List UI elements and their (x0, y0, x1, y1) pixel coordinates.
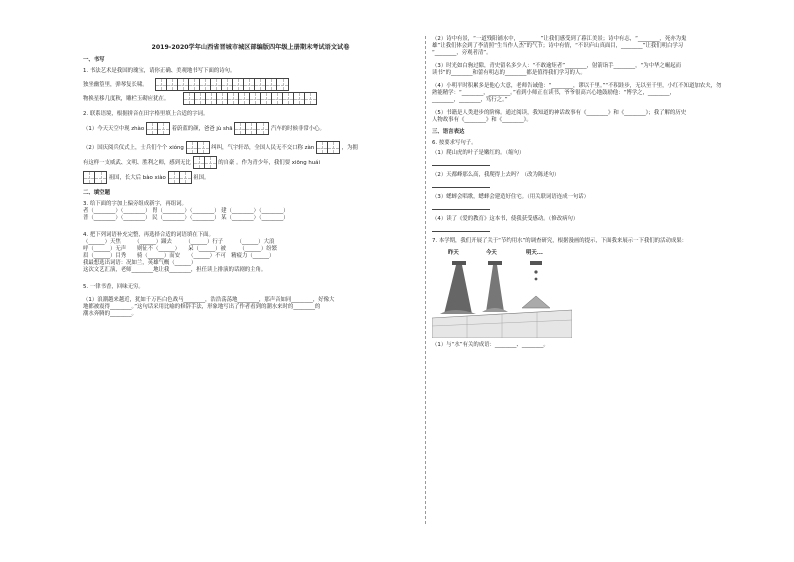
r2-line-2[interactable]: 雄”让我们体会到了李清照“生当作人杰”的气节；诗中有情，“不识庐山真面目，________”让我们明白学习 (432, 43, 684, 49)
q3-row-1[interactable]: 者（________）（________） 胃（________）（________） 建（________）（________） (83, 208, 289, 214)
q5-line-3[interactable]: 潮水奔腾的________。 (83, 311, 137, 317)
question-7: 7. 本学期，我们开展了关于“节约用水”的调查研究，根据漫画的提示，下面我来展示一下我们的活动成果： (432, 238, 688, 244)
q2-line4-a: 祖国，长大后 bào xiào (108, 175, 166, 181)
column-divider (425, 36, 427, 524)
char-grid-jushi[interactable] (234, 122, 269, 135)
right-column (432, 36, 772, 349)
q2-line1-b: 着蔚蓝的颜，爸爸 jù shā (171, 126, 233, 132)
q6-answer-3[interactable] (432, 203, 490, 210)
question-6: 6. 按要求写句子。 (432, 140, 477, 146)
r3-line-2[interactable]: 读书”的________和蕾有明志的________都是值得我们学习的人。 (432, 70, 586, 76)
q2-line1-c: 汽车的时候非常小心。 (271, 126, 325, 132)
q5-line-1[interactable]: （1）浪潮越来越近，犹如千万匹白色战马________，浩浩荡荡地________，那声音如同________，好像大 (83, 297, 335, 303)
q3-row-2[interactable]: 普（________）（________） 民（________）（________） 某（________）（________） (83, 215, 289, 221)
r4-line-3[interactable]: ________，________，笃行之。” (432, 97, 508, 103)
q2-line2-c: ，为拥 (341, 145, 358, 151)
label-tomorrow: 明天... (526, 250, 543, 256)
section-fill: 二、填空题 (83, 190, 110, 196)
label-today: 今天 (486, 250, 497, 256)
r5-line-2[interactable]: 人物故事有《________》和《________》。 (432, 117, 532, 123)
q2-line4-b: 祖国。 (193, 175, 210, 181)
r2-line-3[interactable]: “________，旁观者清”。 (432, 50, 492, 56)
char-grid-baoxiao[interactable] (168, 171, 192, 184)
r3-line-1[interactable]: （3）时光如白驹过隙，青史留名多少人：“不敢逾矩者”________，射箭诣手________，“为中华之崛起而 (432, 63, 681, 69)
q6-item-3: （3）蟋蟀会唱歌，蟋蟀会建造好住宅。（用关联词语连成一句话） (432, 194, 590, 200)
char-grid-zhao[interactable] (146, 122, 170, 135)
left-column (83, 36, 418, 318)
char-grid-zan[interactable] (316, 141, 340, 154)
r5-line-1[interactable]: （5）书籍是人类进步的阶梯。通过阅读，我知道的神话故事有《________》和《________》；我了解的历史 (432, 110, 687, 116)
q2-line1-a: （1）今天天空中现 zhào (83, 126, 145, 132)
q5-line-2[interactable]: 地都被震得________。”这句话采用比喻的修辞手法，形象地写出了作者看到的潮水来时的________的 (83, 304, 321, 310)
q6-item-2: （2）天都峰那么高，我爬得上去吗？（改为陈述句） (432, 172, 560, 178)
question-5: 5. 一律书香，回味无穷。 (83, 284, 144, 290)
q4-row-3[interactable]: 眉（______）目秀 骑（______）而安 （______）不可 精疲力（______） (83, 253, 275, 259)
q4-row-2[interactable]: 呼（______）无声 则征不（______） 呆（______）被 （______）纷繁 (83, 246, 278, 252)
question-2: 2. 联系语境，根据拼音在田字格里填上合适的字词。 (83, 111, 209, 117)
question-4: 4. 把下列词语补充完整，再选择合适的词语填在下面。 (83, 232, 214, 238)
q2-line2-a: （2）国庆阅兵仪式上，士兵们个个 xióng (83, 145, 184, 151)
char-grid-zihao[interactable] (193, 156, 217, 169)
writing-grid-1[interactable] (155, 78, 289, 91)
label-yesterday: 昨天 (448, 250, 459, 256)
q4-row-5[interactable]: 这次文艺汇演，老师________地让我________，担任读上排演的话剧的主角。 (83, 267, 267, 273)
cartoon-drawing (432, 248, 572, 338)
q6-answer-4[interactable] (432, 225, 490, 232)
q4-row-4[interactable]: 我最想选出词语：况如兰，英雄气概（______） (83, 260, 197, 266)
r2-line-1[interactable]: （2）诗中有景，“一道残阳铺水中，________”让我们感受到了暮江美景；诗中有志，“________，死亦为鬼 (432, 36, 687, 42)
r4-line-1[interactable]: （4）小明平时积累多是他心大意，老师告诫他：“________，谬以千里。”“不积跬步，无以至千里，小红不知道加农夫，勿 (432, 83, 722, 89)
q2-line3-b: 的自豪 (218, 160, 235, 166)
q4-row-1[interactable]: （______）天焦 （______）蹑去 （______）行子 （______）大浪 (83, 239, 275, 245)
r4-line-2[interactable]: 熟能精学：“________，________。”看到小师正在读书，爷爷很高兴心地鼓励他：“博学之，________， (432, 90, 675, 96)
q2-line3-c: 。作为青少年，我们要 xiōng huái (236, 160, 320, 166)
writing-grid-2[interactable] (183, 92, 317, 105)
q6-answer-1[interactable] (432, 159, 490, 166)
exam-title: 2019-2020学年山西省晋城市城区部编版四年级上册期末考试语文试卷 (151, 44, 350, 51)
section-writing: 一、书写 (83, 57, 105, 63)
q2-line3-a: 有这样一支威武、文明、胜利之师，感到无比 (83, 160, 191, 166)
q6-item-4: （4）读了《爱的教育》这本书，使我获受感动。（修改病句） (432, 216, 579, 222)
q1-poem-2: 物换星移几度秋，雕栏玉砌应犹在。 (83, 96, 170, 102)
q6-item-1: （1）爬山虎的叶子是嫩红的。（缩句） (432, 150, 525, 156)
q6-answer-2[interactable] (432, 181, 490, 188)
char-grid-xiong[interactable] (186, 141, 210, 154)
question-3: 3. 给下面的字加上偏旁组成新字，再组词。 (83, 201, 187, 207)
water-saving-cartoon (432, 248, 572, 338)
section-expression: 三、语言表达 (432, 129, 465, 135)
q2-line2-b: 纠纠，气宇轩昂，全国人民无不交口称 zàn (211, 145, 315, 151)
char-grid-xionghuai[interactable] (83, 171, 107, 184)
q1-poem-1: 独坐幽篁里，弹琴复长啸。 (83, 82, 148, 88)
q7-item-1[interactable]: （1）与“水”有关的成语：________、________。 (432, 342, 549, 348)
question-1: 1. 书法艺术是我国的瑰宝，请你正确、美观地书写下面的诗句。 (83, 68, 236, 74)
